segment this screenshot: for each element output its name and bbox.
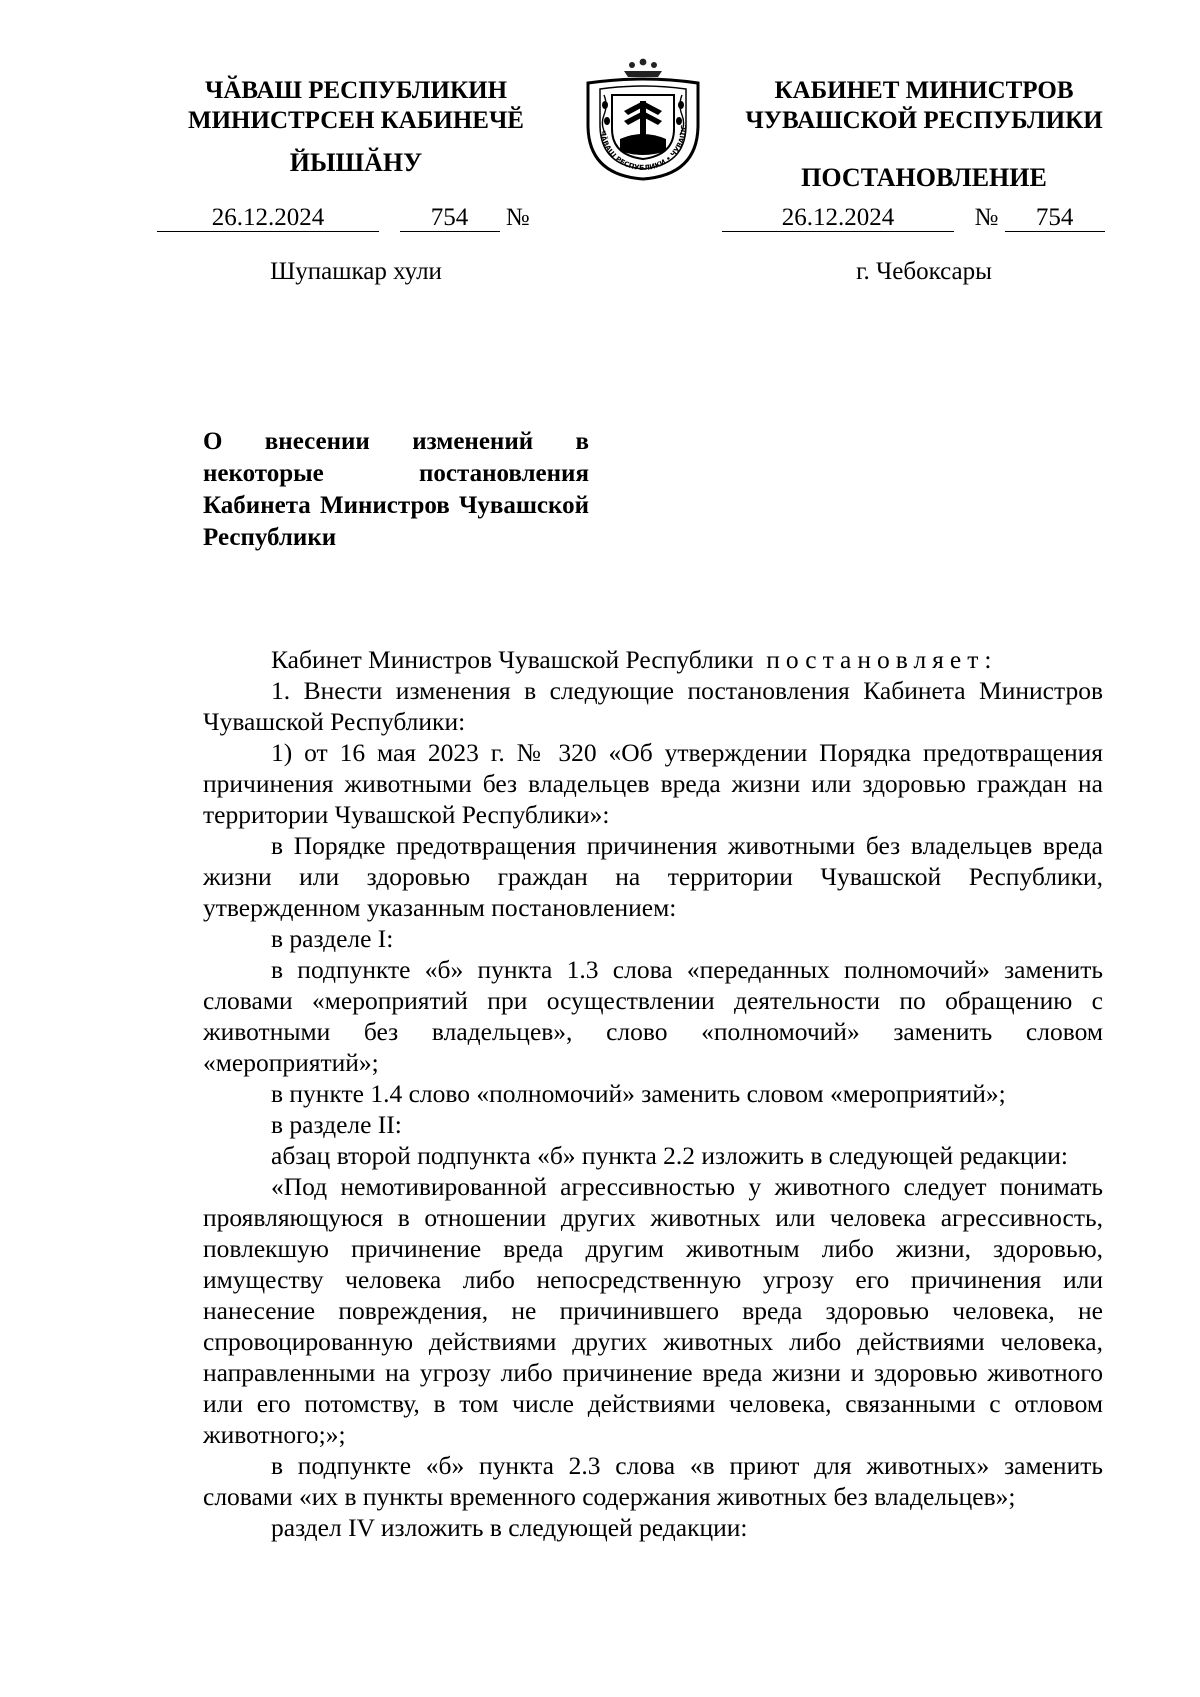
header-right-place: г. Чебоксары	[856, 258, 992, 285]
header-right-doc-type: ПОСТАНОВЛЕНИЕ	[801, 163, 1047, 192]
header-right-date-row	[722, 203, 1105, 233]
intro-prefix: Кабинет Министров Чувашской Республики	[271, 645, 754, 674]
document-subject: О внесении изменений в некоторые постановления Кабинета Министров Чувашской Республики	[203, 428, 589, 551]
coat-of-arms-icon	[574, 55, 712, 183]
body-paragraph: 1) от 16 мая 2023 г. № 320 «Об утверждении Порядка предотвращения причинения животными без владельцев вреда жизни или здоровью граждан на территории Чувашской Республики»:	[203, 738, 1103, 829]
header-left-date: 26.12.2024	[157, 205, 379, 232]
emblem-ring-text: ЧӐВАШ РЕСПУБЛИКИ • ЧУВАШС	[598, 124, 689, 173]
body-paragraph: раздел IV изложить в следующей редакции:	[271, 1513, 748, 1542]
header-right-line2: ЧУВАШСКОЙ РЕСПУБЛИКИ	[745, 107, 1103, 134]
body-paragraph: 1. Внести изменения в следующие постановления Кабинета Министров Чувашской Республики:	[203, 676, 1103, 736]
body-paragraph: «Под немотивированной агрессивностью у животного следует понимать проявляющуюся в отношении других животных или человека агрессивность, повлекшую причинение вреда другим животным либо жизни, здоровью, имуществу человека либо непосредственную угрозу его причинения или нанесение повреждения, не причинившего вреда здоровью человека, не спровоцированную действиями других животных либо действиями человека, направленными на угрозу либо причинение вреда жизни и здоровью животного или его потомству, в том числе действиями человека, связанными с отловом животного;»;	[203, 1172, 1103, 1449]
header-left-doc-type: ЙЫШӐНУ	[289, 148, 423, 177]
body-paragraph: в разделе II:	[271, 1110, 402, 1139]
header-left-place: Шупашкар хули	[270, 258, 442, 285]
header-left-date-row	[157, 203, 530, 233]
header-left-line2: МИНИСТРСЕН КАБИНЕЧӖ	[188, 107, 524, 134]
header-right-line1: КАБИНЕТ МИНИСТРОВ	[774, 77, 1074, 104]
intro-verb: постановляет:	[766, 645, 998, 674]
header-left-number: 754	[400, 205, 500, 232]
header-left-line1: ЧӐВАШ РЕСПУБЛИКИН	[204, 77, 508, 104]
body-paragraph: в подпункте «б» пункта 2.3 слова «в приют для животных» заменить словами «их в пункты временного содержания животных без владельцев»;	[203, 1451, 1103, 1511]
body-paragraph: в разделе I:	[271, 924, 394, 953]
body-paragraph: абзац второй подпункта «б» пункта 2.2 изложить в следующей редакции:	[271, 1141, 1069, 1170]
header-right-number-sign: №	[974, 204, 999, 231]
header-left-title	[150, 76, 562, 136]
header-right-title	[718, 76, 1130, 136]
body-paragraph: в подпункте «б» пункта 1.3 слова «переданных полномочий» заменить словами «мероприятий при осуществлении деятельности по обращению с животными без владельцев», слово «полномочий» заменить словом «мероприятий»;	[203, 955, 1103, 1077]
header-left-number-sign: №	[505, 204, 530, 231]
body-paragraph: в Порядке предотвращения причинения животными без владельцев вреда жизни или здоровью граждан на территории Чувашской Республики, утвержденном указанным постановлением:	[203, 831, 1103, 922]
header-right-number: 754	[1005, 205, 1105, 232]
body-paragraph: в пункте 1.4 слово «полномочий» заменить словом «мероприятий»;	[271, 1079, 1006, 1108]
header-right-date: 26.12.2024	[722, 205, 954, 232]
document-body	[203, 644, 1103, 1543]
intro-paragraph	[203, 644, 1103, 675]
